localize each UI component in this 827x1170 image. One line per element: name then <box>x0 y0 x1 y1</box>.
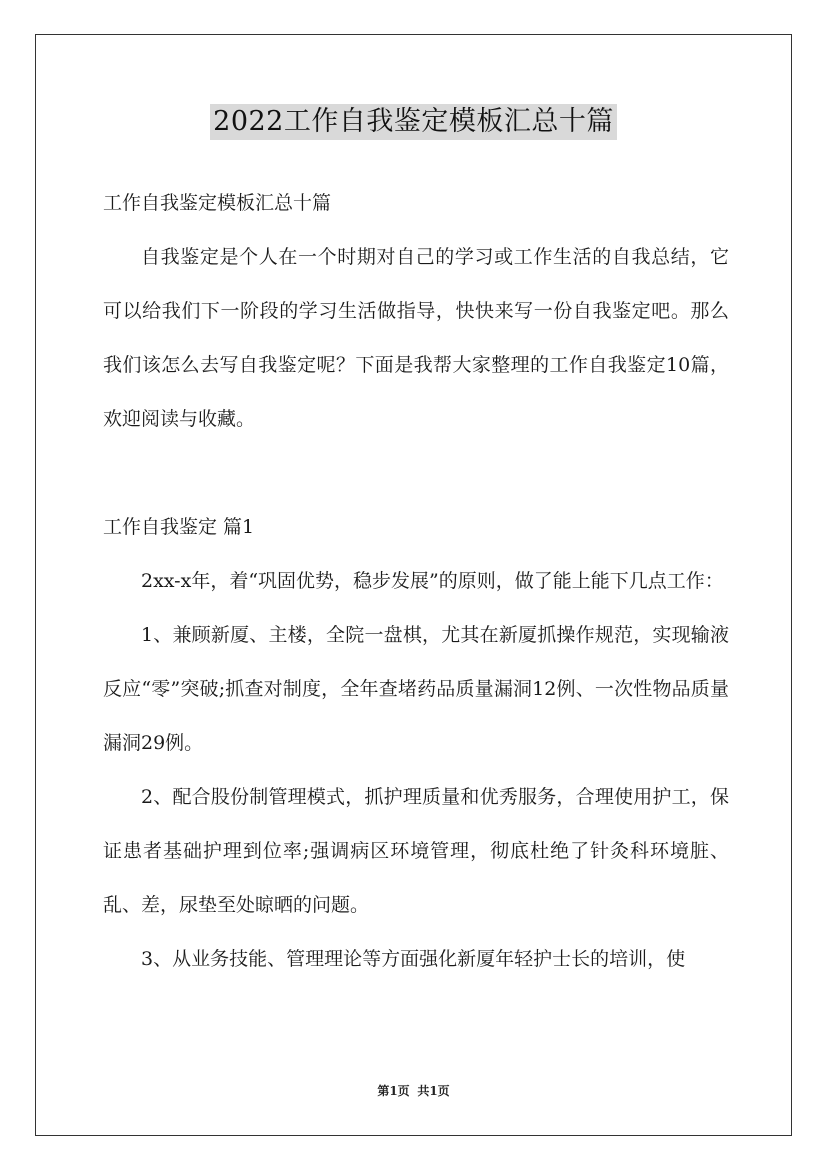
section-spacer <box>103 446 729 500</box>
title-container <box>0 104 827 140</box>
document-title: 2022工作自我鉴定模板汇总十篇 <box>210 104 617 140</box>
page-total: 共1页 <box>417 1084 450 1098</box>
body-paragraph: 3、从业务技能、管理理论等方面强化新厦年轻护士长的培训，使 <box>141 948 686 970</box>
body-paragraph: 2、配合股份制管理模式，抓护理质量和优秀服务，合理使用护工，保证患者基础护理到位率;强调病区环境管理，彻底杜绝了针灸科环境脏、乱、差，尿垫至处晾晒的问题。 <box>103 786 729 916</box>
section-heading: 工作自我鉴定 篇1 <box>103 516 255 538</box>
body-paragraph: 2xx-x年，着“巩固优势，稳步发展”的原则，做了能上能下几点工作： <box>141 570 724 592</box>
body-paragraph: 1、兼顾新厦、主楼，全院一盘棋，尤其在新厦抓操作规范，实现输液反应“零”突破;抓查对制度，全年查堵药品质量漏洞12例、一次性物品质量漏洞29例。 <box>103 624 729 754</box>
page-number: 第1页 <box>377 1084 410 1098</box>
document-body <box>103 176 729 986</box>
document-subtitle: 工作自我鉴定模板汇总十篇 <box>103 192 332 214</box>
page-footer <box>0 1083 827 1099</box>
intro-paragraph: 自我鉴定是个人在一个时期对自己的学习或工作生活的自我总结，它可以给我们下一阶段的学习生活做指导，快快来写一份自我鉴定吧。那么我们该怎么去写自我鉴定呢？下面是我帮大家整理的工作自我鉴定10篇，欢迎阅读与收藏。 <box>103 246 729 430</box>
